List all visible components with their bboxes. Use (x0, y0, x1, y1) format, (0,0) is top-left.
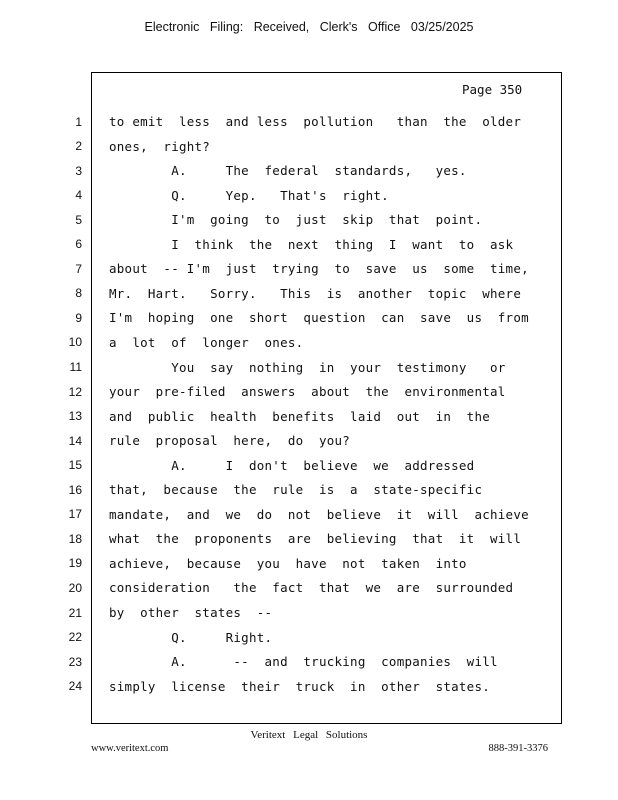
transcript-line-text: and public health benefits laid out in the (109, 408, 491, 424)
line-number: 8 (75, 286, 82, 301)
transcript-line-text: I'm going to just skip that point. (109, 212, 483, 228)
line-number: 5 (75, 212, 82, 227)
line-number: 19 (68, 556, 82, 571)
line-number: 1 (75, 114, 82, 129)
transcript-line-text: I'm hoping one short question can save us from (109, 310, 529, 326)
transcript-line-text: ones, right? (109, 138, 211, 154)
transcript-line-text: rule proposal here, do you? (109, 433, 351, 449)
line-number: 12 (68, 384, 82, 399)
line-number: 16 (68, 482, 82, 497)
line-number: 3 (75, 163, 82, 178)
line-number: 6 (75, 237, 82, 252)
line-number: 20 (68, 580, 82, 595)
transcript-line-text: A. The federal standards, yes. (109, 163, 467, 179)
line-number: 9 (75, 310, 82, 325)
line-number: 10 (68, 335, 82, 350)
transcript-line-text: about -- I'm just trying to save us some time, (109, 261, 529, 277)
line-number: 15 (68, 458, 82, 473)
line-number: 24 (68, 679, 82, 694)
transcript-line-text: A. I don't believe we addressed (109, 457, 475, 473)
transcript-line-text: You say nothing in your testimony or (109, 359, 506, 375)
footer-phone: 888-391-3376 (488, 743, 548, 754)
line-number: 11 (69, 360, 82, 374)
line-number: 23 (68, 654, 82, 669)
line-number: 4 (75, 188, 82, 203)
transcript-line-text: a lot of longer ones. (109, 334, 304, 350)
line-number: 2 (75, 139, 82, 154)
transcript-line-text: I think the next thing I want to ask (109, 236, 514, 252)
transcript-line-text: simply license their truck in other states. (109, 678, 491, 694)
page-number: Page 350 (462, 82, 523, 97)
transcript-line-text: A. -- and trucking companies will (109, 654, 498, 670)
transcript-line-text: to emit less and less pollution than the older (109, 114, 522, 129)
line-number: 7 (75, 261, 82, 276)
transcript-line-text: Q. Yep. That's right. (109, 187, 389, 203)
transcript-line-text: Mr. Hart. Sorry. This is another topic where (109, 285, 522, 301)
transcript-line-text: that, because the rule is a state-specific (109, 482, 483, 498)
line-number: 13 (68, 409, 82, 424)
line-number: 14 (68, 433, 82, 448)
line-number: 17 (68, 507, 82, 522)
transcript-line-text: achieve, because you have not taken into (109, 555, 467, 571)
footer-company: Veritext Legal Solutions (250, 729, 368, 741)
line-number: 21 (68, 605, 82, 620)
transcript-line-text: what the proponents are believing that it will (109, 531, 522, 547)
transcript-line-text: mandate, and we do not believe it will achieve (109, 506, 529, 522)
filing-stamp: Electronic Filing: Received, Clerk's Office 03/25/2025 (144, 20, 474, 34)
transcript-line-text: by other states -- (109, 605, 273, 620)
transcript-line-text: consideration the fact that we are surrounded (109, 580, 514, 596)
footer-website: www.veritext.com (91, 743, 169, 754)
line-number: 18 (68, 531, 82, 546)
transcript-line-text: Q. Right. (109, 629, 273, 645)
transcript-line-text: your pre-filed answers about the environmental (109, 384, 506, 400)
line-number: 22 (68, 630, 82, 645)
